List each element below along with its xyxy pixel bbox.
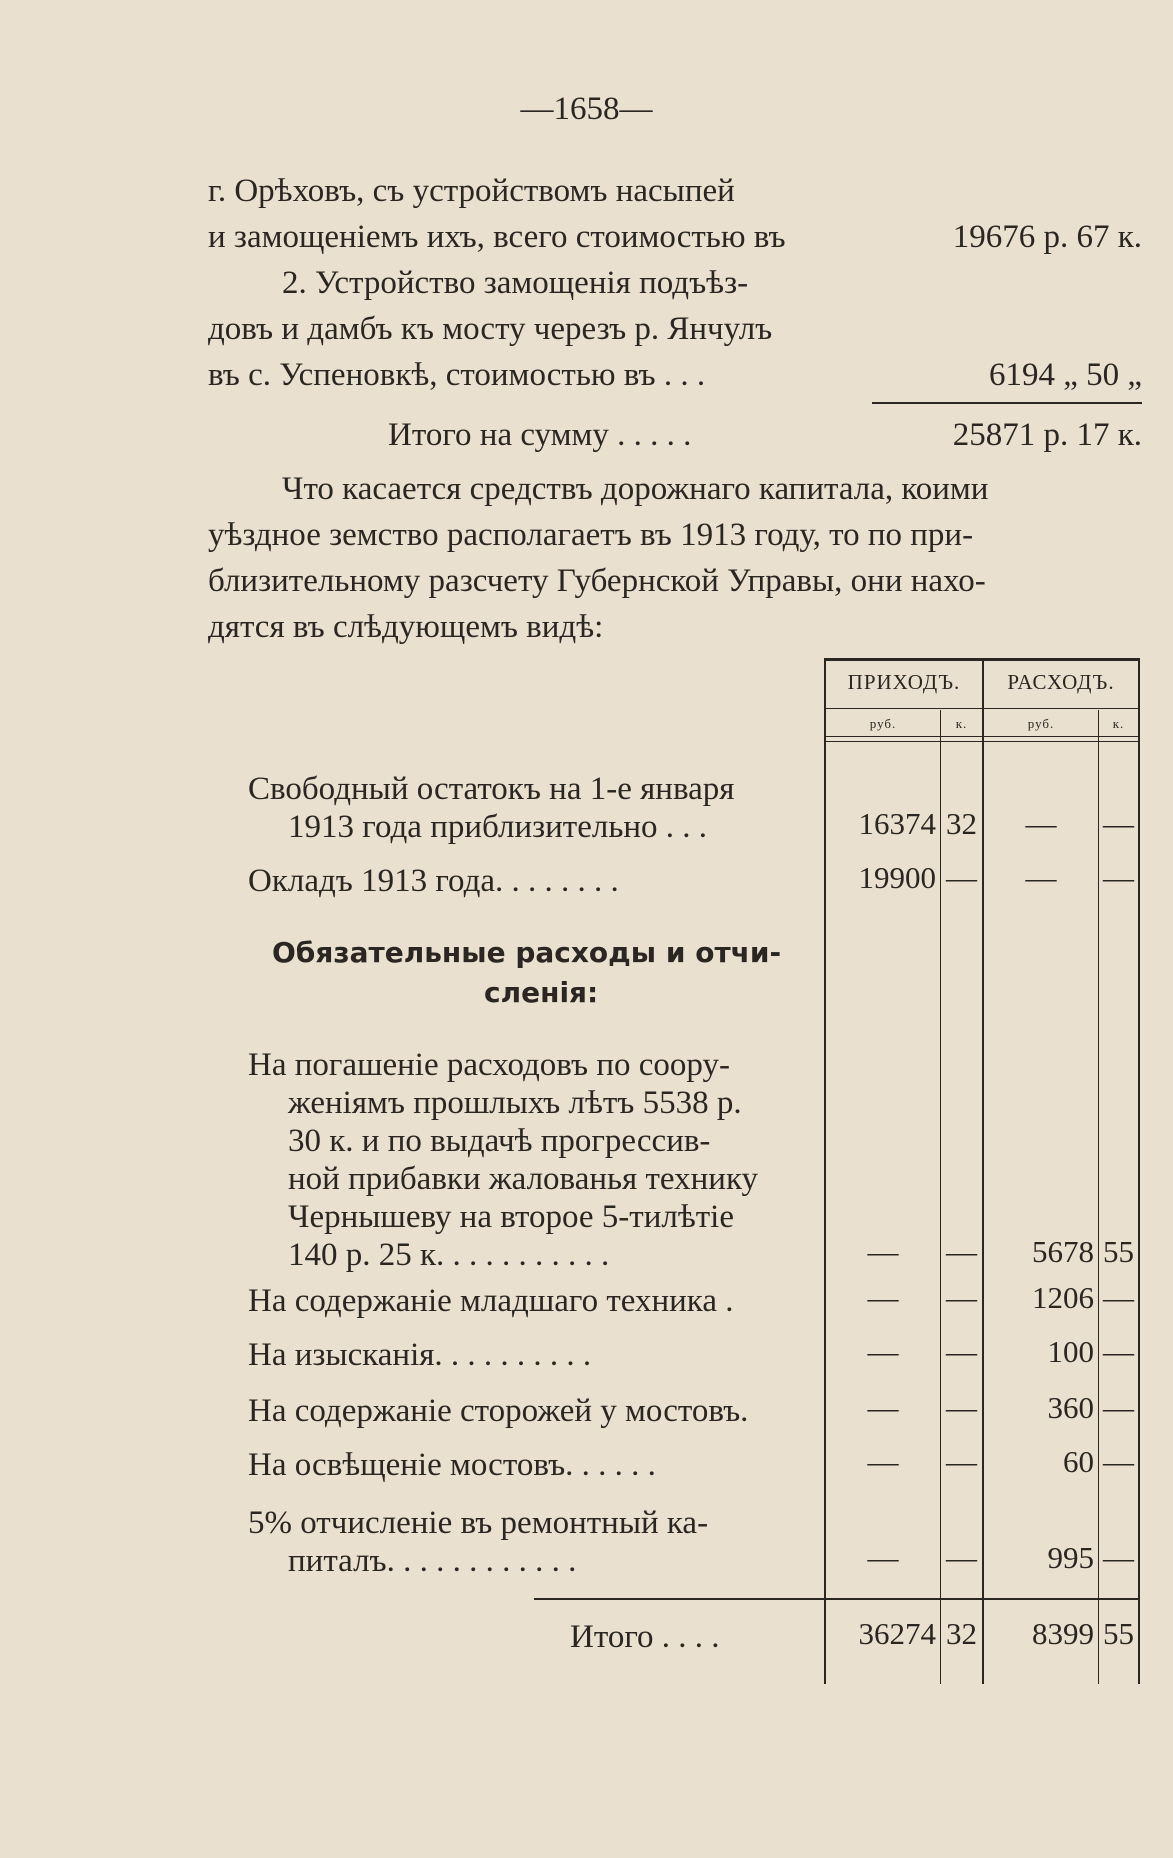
intro-amount-2: 6194 „ 50 „: [988, 357, 1142, 393]
income-kop-divider: [940, 710, 941, 1684]
row1-label-line2: 1913 года приблизительно . . .: [288, 809, 708, 845]
row6-expense-rub: 360: [1047, 1390, 1094, 1425]
total-income-rub: 36274: [858, 1616, 936, 1651]
row8-label-line2: питалъ. . . . . . . . . . . .: [288, 1543, 577, 1579]
row4-expense-rub: 1206: [1032, 1280, 1094, 1315]
row5-label: На изысканія. . . . . . . . . .: [248, 1337, 592, 1373]
total-label: Итого . . . .: [570, 1619, 720, 1655]
row3-expense-kop: 55: [1103, 1234, 1134, 1269]
expense-kop-divider: [1098, 710, 1099, 1684]
paragraph-line-4: дятся въ слѣдующемъ видѣ:: [208, 609, 604, 645]
intro-line-3: 2. Устройство замощенія подъѣз-: [282, 265, 749, 301]
row2-income-rub: 19900: [858, 860, 936, 895]
sum-rule: [872, 402, 1142, 404]
row7-label: На освѣщеніе мостовъ. . . . . .: [248, 1447, 656, 1483]
subheader-rule-1: [824, 736, 1140, 737]
row6-income-kop: —: [946, 1390, 977, 1425]
table-right-border: [1138, 658, 1140, 1684]
row4-label: На содержаніе младшаго техника .: [248, 1283, 734, 1319]
paragraph-line-2: уѣздное земство располагаетъ въ 1913 году, то по при-: [208, 517, 974, 553]
total-income-kop: 32: [946, 1616, 977, 1651]
row4-expense-kop: —: [1103, 1280, 1134, 1315]
row3-label-line2: женіямъ прошлыхъ лѣтъ 5538 р.: [288, 1085, 742, 1121]
total-expense-kop: 55: [1103, 1616, 1134, 1651]
row8-income-kop: —: [946, 1540, 977, 1575]
intro-line-5: въ с. Успеновкѣ, стоимостью въ . . .: [208, 357, 706, 393]
row7-income-rub: —: [867, 1444, 899, 1479]
sub-expense-rub: руб.: [1027, 716, 1055, 731]
header-income: ПРИХОДЪ.: [847, 670, 961, 694]
row3-expense-rub: 5678: [1032, 1234, 1094, 1269]
row6-income-rub: —: [867, 1390, 899, 1425]
intro-line-2: и замощеніемъ ихъ, всего стоимостью въ: [208, 219, 786, 255]
sub-expense-kop: к.: [1112, 716, 1125, 731]
row3-label-line1: На погашеніе расходовъ по соору-: [248, 1047, 730, 1083]
row5-expense-rub: 100: [1047, 1334, 1094, 1369]
paragraph-line-3: близительному разсчету Губернской Управы, они нахо-: [208, 563, 986, 599]
row1-income-kop: 32: [946, 806, 977, 841]
row1-expense-rub: —: [1025, 806, 1057, 841]
row6-label: На содержаніе сторожей у мостовъ.: [248, 1393, 749, 1429]
intro-amount-1: 19676 р. 67 к.: [952, 219, 1142, 255]
intro-total-amount: 25871 р. 17 к.: [952, 417, 1142, 453]
intro-line-4: довъ и дамбъ къ мосту черезъ р. Янчулъ: [208, 311, 773, 347]
row1-expense-kop: —: [1103, 806, 1134, 841]
row7-expense-rub: 60: [1063, 1444, 1094, 1479]
sub-income-rub: руб.: [869, 716, 897, 731]
section-heading-line1: Обязательные расходы и отчи-: [272, 936, 782, 969]
row4-income-rub: —: [867, 1280, 899, 1315]
page-number: —1658—: [520, 91, 653, 127]
row2-expense-kop: —: [1103, 860, 1134, 895]
row3-label-line4: ной прибавки жалованья технику: [288, 1161, 759, 1197]
row2-income-kop: —: [946, 860, 977, 895]
header-expense: РАСХОДЪ.: [1007, 670, 1115, 694]
row8-label-line1: 5% отчисленіе въ ремонтный ка-: [248, 1505, 709, 1541]
row1-label-line1: Свободный остатокъ на 1-е января: [248, 771, 735, 807]
sub-income-kop: к.: [955, 716, 968, 731]
row3-income-kop: —: [946, 1234, 977, 1269]
row2-expense-rub: —: [1025, 860, 1057, 895]
row5-income-kop: —: [946, 1334, 977, 1369]
row8-income-rub: —: [867, 1540, 899, 1575]
row6-expense-kop: —: [1103, 1390, 1134, 1425]
subheader-rule-2: [824, 741, 1140, 742]
row3-label-line5: Чернышеву на второе 5-тилѣтіе: [288, 1199, 734, 1235]
row8-expense-kop: —: [1103, 1540, 1134, 1575]
row7-income-kop: —: [946, 1444, 977, 1479]
section-heading-line2: сленія:: [484, 976, 599, 1009]
row3-label-line6: 140 р. 25 к. . . . . . . . . . .: [288, 1237, 610, 1273]
row3-label-line3: 30 к. и по выдачѣ прогрессив-: [288, 1123, 711, 1159]
table-total-rule: [534, 1598, 1140, 1600]
row8-expense-rub: 995: [1047, 1540, 1094, 1575]
paragraph-line-1: Что касается средствъ дорожнаго капитала, коими: [282, 471, 989, 507]
intro-total-label: Итого на сумму . . . . .: [388, 417, 692, 453]
row7-expense-kop: —: [1103, 1444, 1134, 1479]
row5-expense-kop: —: [1103, 1334, 1134, 1369]
row2-label: Окладъ 1913 года. . . . . . . .: [248, 863, 619, 899]
intro-line-1: г. Орѣховъ, съ устройствомъ насыпей: [208, 173, 735, 209]
row1-income-rub: 16374: [858, 806, 936, 841]
row4-income-kop: —: [946, 1280, 977, 1315]
total-expense-rub: 8399: [1032, 1616, 1094, 1651]
header-rule: [824, 708, 1140, 709]
row5-income-rub: —: [867, 1334, 899, 1369]
row3-income-rub: —: [867, 1234, 899, 1269]
